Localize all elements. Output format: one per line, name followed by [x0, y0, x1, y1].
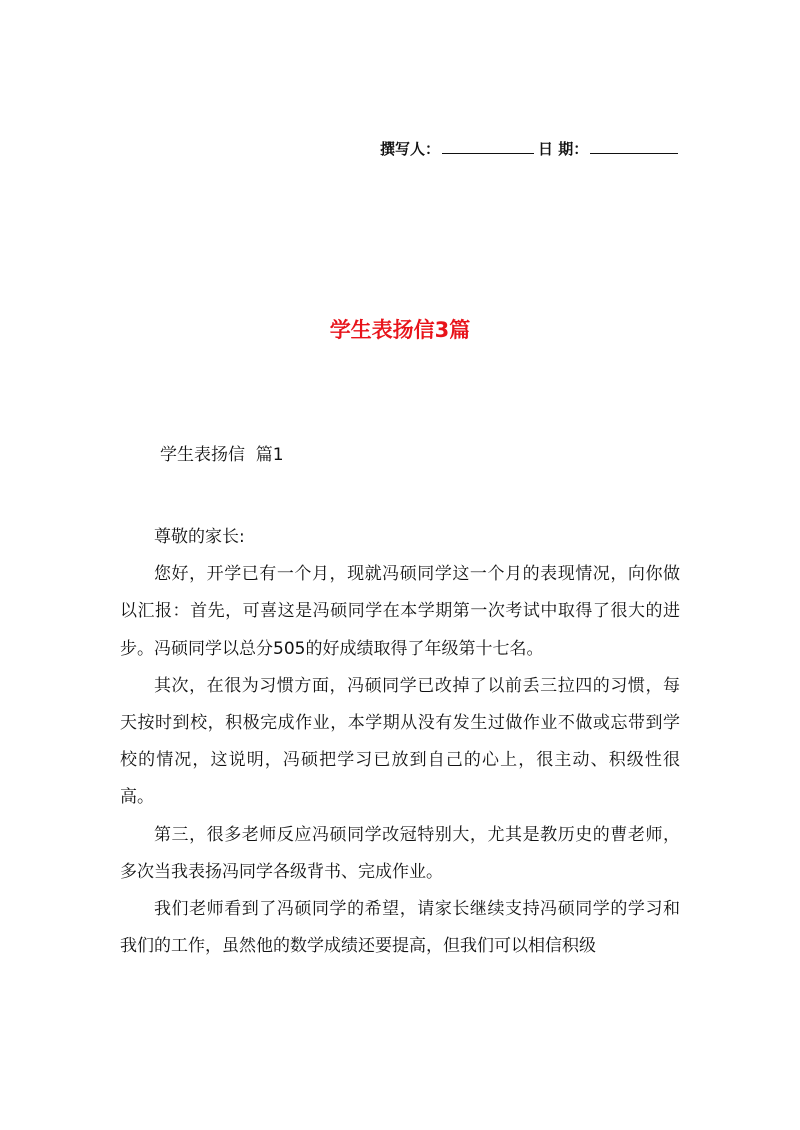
date-blank: [590, 139, 678, 154]
paragraph-3: 第三，很多老师反应冯硕同学改冠特别大，尤其是教历史的曹老师，多次当我表扬冯同学各级背书、完成作业。: [120, 824, 680, 882]
author-blank: [442, 139, 534, 154]
paragraph-1: 您好，开学已有一个月，现就冯硕同学这一个月的表现情况，向你做以汇报：首先，可喜这是冯硕同学在本学期第一次考试中取得了很大的进步。冯硕同学以总分505的好成绩取得了年级第十七名。: [120, 564, 680, 659]
date-label: 日 期：: [538, 140, 589, 158]
paragraph-2: 其次，在很为习惯方面，冯硕同学已改掉了以前丢三拉四的习惯，每天按时到校，积极完成作业，本学期从没有发生过做作业不做或忘带到学校的情况，这说明，冯硕把学习已放到自己的心上，很主动、积级性很高。: [120, 675, 680, 808]
header-signature-line: [380, 138, 720, 159]
salutation: 尊敬的家长:: [154, 527, 245, 547]
paragraph-4: 我们老师看到了冯硕同学的希望，请家长继续支持冯硕同学的学习和我们的工作，虽然他的数学成绩还要提高，但我们可以相信积级: [120, 899, 680, 957]
section-heading: 学生表扬信 篇1: [160, 445, 284, 465]
document-title: 学生表扬信3篇: [329, 318, 471, 342]
author-label: 撰写人：: [380, 140, 441, 158]
letter-body: [120, 519, 680, 965]
